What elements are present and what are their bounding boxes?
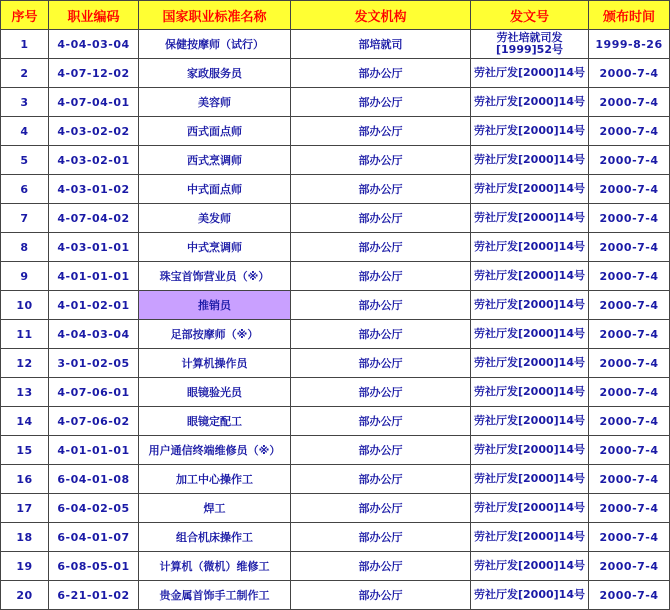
cell-name: 中式烹调师	[139, 233, 291, 262]
cell-name: 眼镜定配工	[139, 407, 291, 436]
table-body	[1, 30, 670, 610]
table-row	[1, 523, 670, 552]
cell-date: 2000-7-4	[589, 175, 670, 204]
table-row	[1, 30, 670, 59]
cell-index: 16	[1, 465, 49, 494]
cell-code: 4-07-06-01	[49, 378, 139, 407]
cell-code: 6-21-01-02	[49, 581, 139, 610]
table-row	[1, 291, 670, 320]
cell-date: 2000-7-4	[589, 378, 670, 407]
cell-docno: 劳社厅发[2000]14号	[471, 59, 589, 88]
cell-code: 4-07-04-02	[49, 204, 139, 233]
table-row	[1, 146, 670, 175]
cell-code: 4-04-03-04	[49, 320, 139, 349]
table-row	[1, 262, 670, 291]
cell-index: 5	[1, 146, 49, 175]
cell-index: 20	[1, 581, 49, 610]
cell-org: 部办公厅	[291, 204, 471, 233]
table-row	[1, 204, 670, 233]
cell-date: 2000-7-4	[589, 88, 670, 117]
cell-org: 部办公厅	[291, 465, 471, 494]
cell-date: 2000-7-4	[589, 523, 670, 552]
cell-org: 部办公厅	[291, 436, 471, 465]
cell-code: 4-07-04-01	[49, 88, 139, 117]
cell-docno: 劳社厅发[2000]14号	[471, 436, 589, 465]
cell-org: 部办公厅	[291, 407, 471, 436]
cell-date: 2000-7-4	[589, 59, 670, 88]
cell-code: 6-04-01-07	[49, 523, 139, 552]
cell-index: 18	[1, 523, 49, 552]
cell-date: 1999-8-26	[589, 30, 670, 59]
cell-org: 部办公厅	[291, 146, 471, 175]
cell-date: 2000-7-4	[589, 320, 670, 349]
cell-org: 部办公厅	[291, 117, 471, 146]
cell-index: 15	[1, 436, 49, 465]
cell-date: 2000-7-4	[589, 117, 670, 146]
cell-name: 贵金属首饰手工制作工	[139, 581, 291, 610]
cell-date: 2000-7-4	[589, 436, 670, 465]
header-name: 国家职业标准名称	[139, 1, 291, 30]
cell-org: 部办公厅	[291, 378, 471, 407]
cell-docno: 劳社厅发[2000]14号	[471, 378, 589, 407]
cell-org: 部办公厅	[291, 320, 471, 349]
cell-index: 14	[1, 407, 49, 436]
cell-date: 2000-7-4	[589, 494, 670, 523]
cell-name: 中式面点师	[139, 175, 291, 204]
cell-code: 6-04-01-08	[49, 465, 139, 494]
cell-code: 4-01-01-01	[49, 436, 139, 465]
cell-docno: 劳社厅发[2000]14号	[471, 407, 589, 436]
cell-org: 部培就司	[291, 30, 471, 59]
cell-name: 计算机（微机）维修工	[139, 552, 291, 581]
cell-org: 部办公厅	[291, 494, 471, 523]
cell-code: 3-01-02-05	[49, 349, 139, 378]
table-row	[1, 59, 670, 88]
header-code: 职业编码	[49, 1, 139, 30]
cell-code: 6-08-05-01	[49, 552, 139, 581]
cell-code: 4-03-01-02	[49, 175, 139, 204]
cell-docno: 劳社培就司发[1999]52号	[471, 30, 589, 59]
cell-date: 2000-7-4	[589, 552, 670, 581]
cell-index: 6	[1, 175, 49, 204]
cell-name: 珠宝首饰营业员（※）	[139, 262, 291, 291]
cell-index: 13	[1, 378, 49, 407]
cell-date: 2000-7-4	[589, 291, 670, 320]
cell-name: 美发师	[139, 204, 291, 233]
cell-date: 2000-7-4	[589, 581, 670, 610]
table-row	[1, 494, 670, 523]
table-row	[1, 233, 670, 262]
cell-code: 4-04-03-04	[49, 30, 139, 59]
cell-index: 7	[1, 204, 49, 233]
cell-name: 用户通信终端维修员（※）	[139, 436, 291, 465]
cell-docno: 劳社厅发[2000]14号	[471, 204, 589, 233]
table-row	[1, 465, 670, 494]
cell-name: 加工中心操作工	[139, 465, 291, 494]
cell-date: 2000-7-4	[589, 233, 670, 262]
cell-docno: 劳社厅发[2000]14号	[471, 320, 589, 349]
cell-name: 保健按摩师（试行）	[139, 30, 291, 59]
cell-org: 部办公厅	[291, 552, 471, 581]
cell-index: 12	[1, 349, 49, 378]
cell-index: 10	[1, 291, 49, 320]
table-row	[1, 407, 670, 436]
cell-org: 部办公厅	[291, 233, 471, 262]
header-docno: 发文号	[471, 1, 589, 30]
cell-code: 4-01-02-01	[49, 291, 139, 320]
cell-code: 4-07-12-02	[49, 59, 139, 88]
cell-docno: 劳社厅发[2000]14号	[471, 262, 589, 291]
cell-org: 部办公厅	[291, 262, 471, 291]
cell-date: 2000-7-4	[589, 349, 670, 378]
table-row	[1, 581, 670, 610]
cell-index: 19	[1, 552, 49, 581]
cell-docno: 劳社厅发[2000]14号	[471, 349, 589, 378]
cell-date: 2000-7-4	[589, 262, 670, 291]
header-org: 发文机构	[291, 1, 471, 30]
cell-code: 4-07-06-02	[49, 407, 139, 436]
cell-index: 9	[1, 262, 49, 291]
table-row	[1, 117, 670, 146]
cell-index: 11	[1, 320, 49, 349]
cell-code: 6-04-02-05	[49, 494, 139, 523]
cell-name: 足部按摩师（※）	[139, 320, 291, 349]
table-row	[1, 88, 670, 117]
table-row	[1, 378, 670, 407]
cell-code: 4-03-02-01	[49, 146, 139, 175]
cell-docno: 劳社厅发[2000]14号	[471, 117, 589, 146]
cell-index: 3	[1, 88, 49, 117]
cell-docno: 劳社厅发[2000]14号	[471, 233, 589, 262]
cell-code: 4-03-02-02	[49, 117, 139, 146]
cell-org: 部办公厅	[291, 88, 471, 117]
cell-org: 部办公厅	[291, 59, 471, 88]
cell-index: 2	[1, 59, 49, 88]
table-header-row	[1, 1, 670, 30]
cell-docno: 劳社厅发[2000]14号	[471, 88, 589, 117]
cell-name: 计算机操作员	[139, 349, 291, 378]
header-index: 序号	[1, 1, 49, 30]
cell-name: 西式面点师	[139, 117, 291, 146]
table-row	[1, 175, 670, 204]
table-row	[1, 349, 670, 378]
table-row	[1, 436, 670, 465]
cell-code: 4-01-01-01	[49, 262, 139, 291]
cell-name: 家政服务员	[139, 59, 291, 88]
cell-index: 8	[1, 233, 49, 262]
cell-docno: 劳社厅发[2000]14号	[471, 465, 589, 494]
cell-date: 2000-7-4	[589, 465, 670, 494]
cell-code: 4-03-01-01	[49, 233, 139, 262]
table-row	[1, 552, 670, 581]
cell-index: 17	[1, 494, 49, 523]
cell-name: 推销员	[139, 291, 291, 320]
cell-date: 2000-7-4	[589, 146, 670, 175]
cell-docno: 劳社厅发[2000]14号	[471, 523, 589, 552]
cell-name: 眼镜验光员	[139, 378, 291, 407]
cell-name: 焊工	[139, 494, 291, 523]
cell-index: 4	[1, 117, 49, 146]
table-row	[1, 320, 670, 349]
cell-docno: 劳社厅发[2000]14号	[471, 552, 589, 581]
cell-date: 2000-7-4	[589, 407, 670, 436]
cell-org: 部办公厅	[291, 349, 471, 378]
cell-org: 部办公厅	[291, 581, 471, 610]
cell-docno: 劳社厅发[2000]14号	[471, 291, 589, 320]
cell-org: 部办公厅	[291, 291, 471, 320]
cell-org: 部办公厅	[291, 523, 471, 552]
cell-docno: 劳社厅发[2000]14号	[471, 581, 589, 610]
cell-name: 西式烹调师	[139, 146, 291, 175]
cell-date: 2000-7-4	[589, 204, 670, 233]
cell-docno: 劳社厅发[2000]14号	[471, 175, 589, 204]
cell-docno: 劳社厅发[2000]14号	[471, 494, 589, 523]
cell-name: 组合机床操作工	[139, 523, 291, 552]
cell-docno: 劳社厅发[2000]14号	[471, 146, 589, 175]
cell-org: 部办公厅	[291, 175, 471, 204]
cell-index: 1	[1, 30, 49, 59]
cell-name: 美容师	[139, 88, 291, 117]
header-date: 颁布时间	[589, 1, 670, 30]
